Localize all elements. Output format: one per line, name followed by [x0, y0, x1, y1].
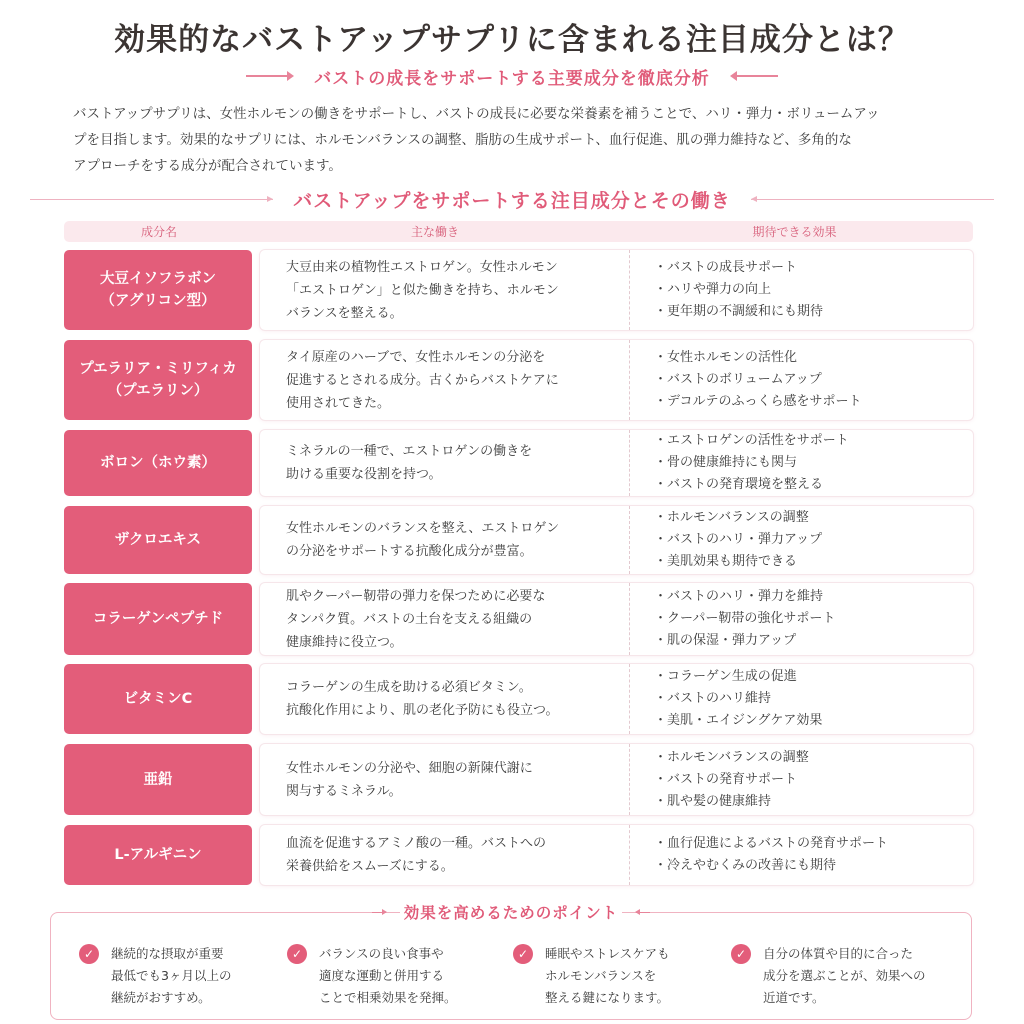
table-row — [64, 506, 973, 574]
effect-item: ・ 肌や髪の健康維持 — [654, 791, 809, 813]
function-line: 肌やクーパー靭帯の弾力を保つために必要な — [286, 588, 546, 604]
tip-line: バランスの良い食事や — [319, 946, 444, 961]
ingredient-name — [64, 583, 252, 655]
arrow-right-icon — [246, 75, 292, 77]
function-line: 助ける重要な役割を持つ。 — [286, 467, 442, 482]
intro-line: アプローチをする成分が配合されています。 — [73, 158, 342, 174]
effect-item: ・ バストの発育環境を整える — [654, 474, 849, 496]
effect-item: ・ バストのハリ維持 — [654, 688, 822, 710]
ingredient-card — [260, 430, 973, 496]
function-line: 栄養供給をスムーズにする。 — [286, 859, 454, 874]
effect-item: ・ エストロゲンの活性をサポート — [654, 430, 849, 452]
tip-line: ホルモンバランスを — [545, 968, 657, 983]
check-circle-icon: ✓ — [79, 944, 99, 964]
check-circle-icon: ✓ — [513, 944, 533, 964]
ingredient-effects — [630, 430, 849, 496]
function-line: 血流を促進するアミノ酸の一種。バストへの — [286, 836, 547, 851]
check-circle-icon: ✓ — [731, 944, 751, 964]
function-line: ミネラルの一種で、エストロゲンの働きを — [286, 444, 533, 459]
ingredient-effects — [630, 257, 823, 323]
table-row — [64, 744, 973, 815]
ingredient-function — [260, 744, 630, 815]
effect-item: ・ バストの発育サポート — [654, 769, 809, 791]
function-line: 女性ホルモンのバランスを整え、エストロゲン — [286, 521, 560, 536]
ingredient-effects — [630, 666, 822, 732]
function-line: タイ原産のハーブで、女性ホルモンの分泌を — [286, 349, 546, 365]
effect-item: ・ バストのハリ・弾力アップ — [654, 529, 822, 551]
tip-line: ことで相乗効果を発揮。 — [319, 990, 457, 1005]
tip-line: 継続がおすすめ。 — [111, 990, 211, 1005]
ingredient-name-line: プエラリア・ミリフィカ — [79, 361, 237, 377]
effect-item: ・ クーパー靭帯の強化サポート — [654, 608, 835, 630]
arrow-left-icon — [732, 75, 778, 77]
ingredient-name — [64, 825, 252, 885]
function-line: 「エストロゲン」と似た働きを持ち、ホルモン — [286, 282, 559, 298]
function-line: 大豆由来の植物性エストロゲン。女性ホルモン — [286, 259, 558, 275]
ingredient-effects — [630, 507, 822, 573]
function-line: 使用されてきた。 — [286, 395, 391, 411]
ingredient-card — [260, 825, 973, 885]
tip-line: 整える鍵になります。 — [545, 990, 670, 1005]
ingredient-function — [260, 664, 630, 734]
ingredient-name-line: ボロン（ホウ素） — [100, 455, 216, 471]
intro-line: バストアップサプリは、女性ホルモンの働きをサポートし、バストの成長に必要な栄養素を補うことで、ハリ・弾力・ボリュームアッ — [73, 106, 880, 122]
check-circle-icon: ✓ — [287, 944, 307, 964]
ingredient-name-line: （アグリコン型） — [100, 293, 216, 309]
effect-item: ・ 冷えやむくみの改善にも期待 — [654, 855, 888, 877]
page-subtitle: バストの成長をサポートする主要成分を徹底分析 — [314, 68, 710, 89]
tip-line: 自分の体質や目的に合った — [763, 946, 914, 961]
ingredient-name-line: 大豆イソフラボン — [100, 271, 216, 287]
ingredient-name-line: コラーゲンペプチド — [92, 611, 224, 627]
tips-box — [50, 904, 972, 1020]
arrow-left-icon — [636, 912, 650, 913]
divider-arrow-right-icon — [30, 199, 273, 200]
header-ingredient: 成分名 — [140, 225, 177, 239]
ingredient-name — [64, 744, 252, 815]
function-line: コラーゲンの生成を助ける必須ビタミン。 — [286, 680, 532, 695]
effect-item: ・ バストの成長サポート — [654, 257, 823, 279]
ingredient-effects — [630, 347, 862, 413]
function-line: 関与するミネラル。 — [286, 783, 402, 799]
function-line: バランスを整える。 — [286, 305, 403, 321]
header-effects: 期待できる効果 — [752, 225, 837, 239]
function-line: 女性ホルモンの分泌や、細胞の新陳代謝に — [286, 760, 533, 776]
intro-paragraph — [73, 101, 963, 179]
tip-line: 継続的な摂取が重要 — [111, 946, 224, 961]
ingredient-name-line: ザクロエキス — [114, 532, 202, 548]
effect-item: ・ デコルテのふっくら感をサポート — [654, 391, 862, 413]
table-row — [64, 664, 973, 734]
table-row — [64, 250, 973, 330]
effect-item: ・ コラーゲン生成の促進 — [654, 666, 822, 688]
ingredient-name — [64, 250, 252, 330]
ingredient-card — [260, 583, 973, 655]
subtitle-row — [0, 62, 1024, 90]
ingredient-name — [64, 340, 252, 420]
tip-item — [79, 943, 231, 1009]
tip-item — [287, 943, 457, 1009]
intro-line: プを目指します。効果的なサプリには、ホルモンバランスの調整、脂肪の生成サポート、血行促進、肌の弾力維持など、多角的な — [73, 132, 852, 148]
table-header — [64, 221, 973, 242]
effect-item: ・ 更年期の不調緩和にも期待 — [654, 301, 823, 323]
ingredient-card — [260, 744, 973, 815]
effect-item: ・ 美肌効果も期待できる — [654, 551, 822, 573]
ingredient-card — [260, 506, 973, 574]
ingredient-card — [260, 664, 973, 734]
ingredient-name-line: （プエラリン） — [107, 383, 209, 399]
section-title: バストアップをサポートする注目成分とその働き — [293, 189, 731, 212]
ingredient-card — [260, 340, 973, 420]
tip-line: 近道です。 — [763, 990, 825, 1005]
function-line: 抗酸化作用により、肌の老化予防にも役立つ。 — [286, 703, 559, 718]
effect-item: ・ 肌の保湿・弾力アップ — [654, 630, 835, 652]
effect-item: ・ 美肌・エイジングケア効果 — [654, 710, 822, 732]
divider-arrow-left-icon — [751, 199, 994, 200]
tip-line: 最低でも3ヶ月以上の — [111, 968, 232, 983]
effect-item: ・ 骨の健康維持にも関与 — [654, 452, 849, 474]
ingredient-name-line: 亜鉛 — [143, 771, 173, 788]
ingredient-card — [260, 250, 973, 330]
header-function: 主な働き — [410, 225, 459, 239]
ingredient-name — [64, 430, 252, 496]
section-heading — [30, 184, 994, 214]
ingredient-effects — [630, 747, 809, 813]
function-line: 促進するとされる成分。古くからバストケアに — [286, 372, 559, 388]
table-row — [64, 825, 973, 885]
tip-item — [731, 943, 926, 1009]
ingredient-name — [64, 506, 252, 574]
ingredient-function — [260, 583, 630, 655]
function-line: 健康維持に役立つ。 — [286, 634, 403, 650]
tips-heading — [51, 901, 971, 923]
ingredient-function — [260, 250, 630, 330]
tip-item — [513, 943, 670, 1009]
ingredient-name-line: L-アルギニン — [114, 847, 202, 863]
tip-line: 成分を選ぶことが、効果への — [763, 968, 926, 983]
tips-title: 効果を高めるためのポイント — [400, 901, 623, 923]
effect-item: ・ 血行促進によるバストの発育サポート — [654, 833, 888, 855]
table-row — [64, 583, 973, 655]
table-row — [64, 340, 973, 420]
effect-item: ・ ハリや弾力の向上 — [654, 279, 823, 301]
ingredient-effects — [630, 833, 888, 877]
ingredient-function — [260, 430, 630, 496]
function-line: タンパク質。バストの土台を支える組織の — [286, 611, 533, 627]
page-title: 効果的なバストアップサプリに含まれる注目成分とは？ — [114, 22, 910, 58]
ingredient-name-line: ビタミンC — [123, 691, 193, 707]
effect-item: ・ バストのハリ・弾力を維持 — [654, 586, 835, 608]
ingredient-function — [260, 506, 630, 574]
function-line: の分泌をサポートする抗酸化成分が豊富。 — [286, 544, 533, 559]
effect-item: ・ ホルモンバランスの調整 — [654, 507, 822, 529]
effect-item: ・ ホルモンバランスの調整 — [654, 747, 809, 769]
arrow-right-icon — [372, 912, 386, 913]
tip-line: 睡眠やストレスケアも — [545, 946, 670, 961]
table-row — [64, 430, 973, 496]
tip-line: 適度な運動と併用する — [319, 968, 445, 983]
ingredient-function — [260, 340, 630, 420]
ingredient-function — [260, 825, 630, 885]
effect-item: ・ 女性ホルモンの活性化 — [654, 347, 862, 369]
effect-item: ・ バストのボリュームアップ — [654, 369, 862, 391]
ingredient-effects — [630, 586, 835, 652]
ingredient-name — [64, 664, 252, 734]
